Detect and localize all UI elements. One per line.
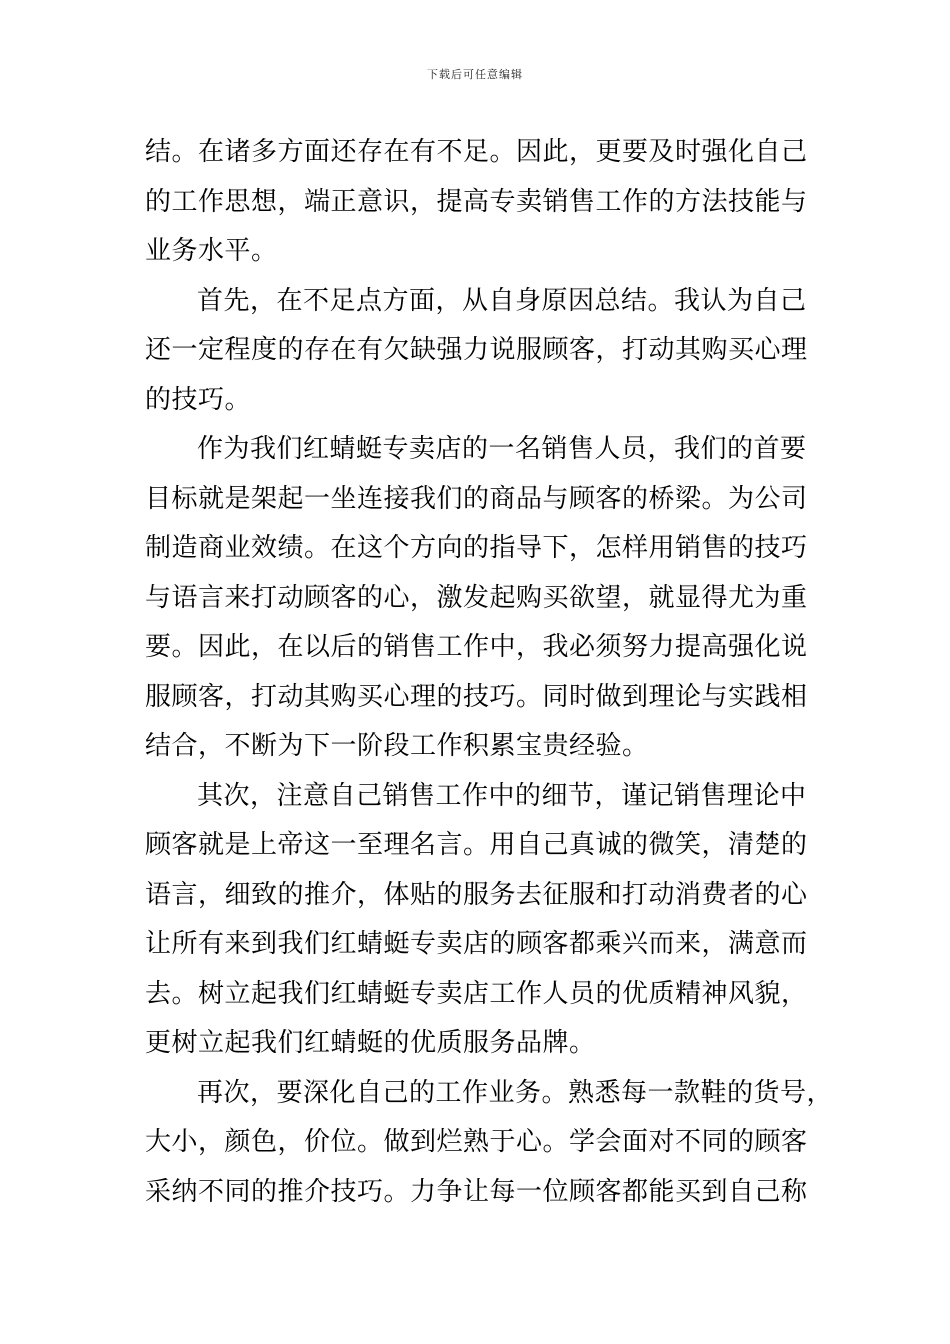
- text-line: 的工作思想，端正意识，提高专卖销售工作的方法技能与: [145, 186, 808, 217]
- paragraph-first-line: 其次，注意自己销售工作中的细节，谨记销售理论中: [197, 780, 807, 811]
- text-line: 还一定程度的存在有欠缺强力说服顾客，打动其购买心理: [145, 335, 808, 365]
- text-line: 结合，不断为下一阶段工作积累宝贵经验。: [145, 731, 649, 761]
- text-line: 业务水平。: [145, 236, 278, 266]
- text-line: 让所有来到我们红蜻蜓专卖店的顾客都乘兴而来，满意而: [145, 929, 808, 959]
- paragraph-first-line: 作为我们红蜻蜓专卖店的一名销售人员，我们的首要: [197, 434, 807, 464]
- document-body: [145, 128, 835, 1217]
- text-line: 服顾客，打动其购买心理的技巧。同时做到理论与实践相: [145, 681, 808, 712]
- text-line: 更树立起我们红蜻蜓的优质服务品牌。: [145, 1028, 596, 1058]
- text-line: 与语言来打动顾客的心，激发起购买欲望，就显得尤为重: [145, 582, 808, 613]
- text-line: 语言，细致的推介，体贴的服务去征服和打动消费者的心: [145, 879, 808, 910]
- text-line: 采纳不同的推介技巧。力争让每一位顾客都能买到自己称: [145, 1176, 808, 1207]
- text-line: 制造商业效绩。在这个方向的指导下，怎样用销售的技巧: [145, 533, 808, 563]
- text-line: 目标就是架起一坐连接我们的商品与顾客的桥梁。为公司: [145, 483, 808, 514]
- paragraph-first-line: 再次，要深化自己的工作业务。熟悉每一款鞋的货号，: [197, 1077, 834, 1108]
- text-line: 的技巧。: [145, 384, 252, 415]
- text-line: 去。树立起我们红蜻蜓专卖店工作人员的优质精神风貌，: [145, 978, 808, 1009]
- text-line: 顾客就是上帝这一至理名言。用自己真诚的微笑，清楚的: [145, 830, 808, 860]
- text-line: 结。在诸多方面还存在有不足。因此，更要及时强化自己: [145, 137, 808, 167]
- paragraph-first-line: 首先，在不足点方面，从自身原因总结。我认为自己: [197, 285, 807, 316]
- text-line: 要。因此，在以后的销售工作中，我必须努力提高强化说: [145, 632, 808, 662]
- text-line: 大小，颜色，价位。做到烂熟于心。学会面对不同的顾客: [145, 1127, 808, 1157]
- page-header: 下载后可任意编辑: [427, 68, 523, 81]
